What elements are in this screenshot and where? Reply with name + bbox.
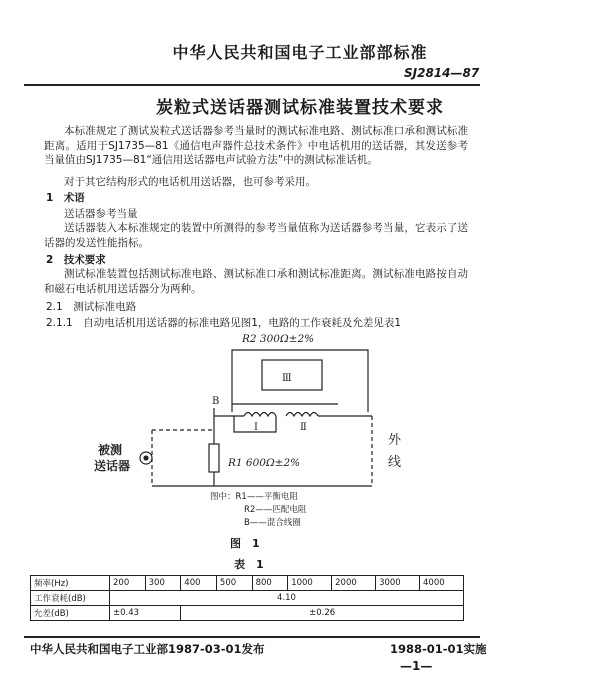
section-2-intro: 测试标准装置包括测试标准电路、测试标准口承和测试标准距离。测试标准电路按自动和磁石电话机用送话器分为两种。 <box>44 268 468 295</box>
transmitter-label-2: 送话器 <box>94 459 131 473</box>
r1-resistor <box>209 444 219 472</box>
document-title: 炭粒式送话器测试标准装置技术要求 <box>156 98 444 118</box>
legend-r1: 图中：R1——平衡电阻 <box>210 492 298 502</box>
node-b-label: B <box>212 396 220 407</box>
atten-value: 4.10 <box>110 591 464 606</box>
table-caption: 表 1 <box>234 558 264 571</box>
legend-r2: R2——匹配电阻 <box>244 505 307 515</box>
coil-1-label: Ⅰ <box>254 422 258 433</box>
r1-label: R1 600Ω±2% <box>228 457 301 469</box>
freq-cell: 1000 <box>288 576 332 591</box>
tol-header: 允差(dB) <box>31 606 110 621</box>
coil-2-label: Ⅱ <box>300 422 307 433</box>
external-line-label-1: 外 <box>388 433 402 448</box>
section-1-heading: 1 术语 <box>46 192 85 204</box>
transmitter-label-1: 被测 <box>98 443 123 457</box>
atten-header: 工作衰耗(dB) <box>31 591 110 606</box>
term-definition: 送话器装入本标准规定的装置中所测得的参考当量值称为送话器参考当量，它表示了送话器的发送性能指标。 <box>44 222 468 249</box>
term-name: 送话器参考当量 <box>64 208 138 220</box>
freq-cell: 4000 <box>420 576 464 591</box>
figure-caption: 图 1 <box>230 537 260 550</box>
coil-2-winding <box>286 413 318 417</box>
tol-low-value: ±0.43 <box>110 606 181 621</box>
intro-paragraph: 本标准规定了测试炭粒式送话器参考当量时的测试标准电路、测试标准口承和测试标准距离。适用于SJ1735—81《通信电声器件总技术条件》中电话机用的送话器，其发送参考当量值由SJ1735—81“通信用送话器电声试验方法”中的测试标准话机。 <box>44 125 468 166</box>
intro-paragraph-2: 对于其它结构形式的电话机用送话器，也可参考采用。 <box>64 176 316 188</box>
page-number: —1— <box>400 659 433 673</box>
standard-number: SJ2814—87 <box>404 66 480 80</box>
r2-loop-wire <box>232 350 368 412</box>
issued-date: 中华人民共和国电子工业部1987-03-01发布 <box>30 642 265 656</box>
table-row <box>31 606 464 621</box>
freq-cell: 400 <box>181 576 217 591</box>
freq-cell: 200 <box>110 576 146 591</box>
legend-b: B——混合线圈 <box>244 518 301 528</box>
section-2-heading: 2 技术要求 <box>46 254 106 266</box>
freq-header: 频率(Hz) <box>31 576 110 591</box>
coil-3-box <box>262 360 322 390</box>
freq-cell: 800 <box>252 576 288 591</box>
issuer-header: 中华人民共和国电子工业部部标准 <box>172 43 428 62</box>
footer-rule <box>24 636 480 638</box>
coil-1-winding <box>244 413 276 417</box>
table-row <box>31 576 464 591</box>
effective-date: 1988-01-01实施 <box>390 642 487 656</box>
subsection-2-1: 2.1 测试标准电路 <box>46 301 137 313</box>
table-row <box>31 591 464 606</box>
freq-cell: 300 <box>145 576 181 591</box>
freq-cell: 500 <box>216 576 252 591</box>
coil-3-label: Ⅲ <box>282 373 292 384</box>
subsection-2-1-1: 2.1.1 自动电话机用送话器的标准电路见图1，电路的工作衰耗及允差见表1 <box>46 317 402 329</box>
attenuation-table <box>30 575 464 621</box>
freq-cell: 2000 <box>332 576 376 591</box>
freq-cell: 3000 <box>376 576 420 591</box>
tol-main-value: ±0.26 <box>181 606 464 621</box>
r2-label: R2 300Ω±2% <box>242 333 315 345</box>
external-line-label-2: 线 <box>388 455 402 470</box>
